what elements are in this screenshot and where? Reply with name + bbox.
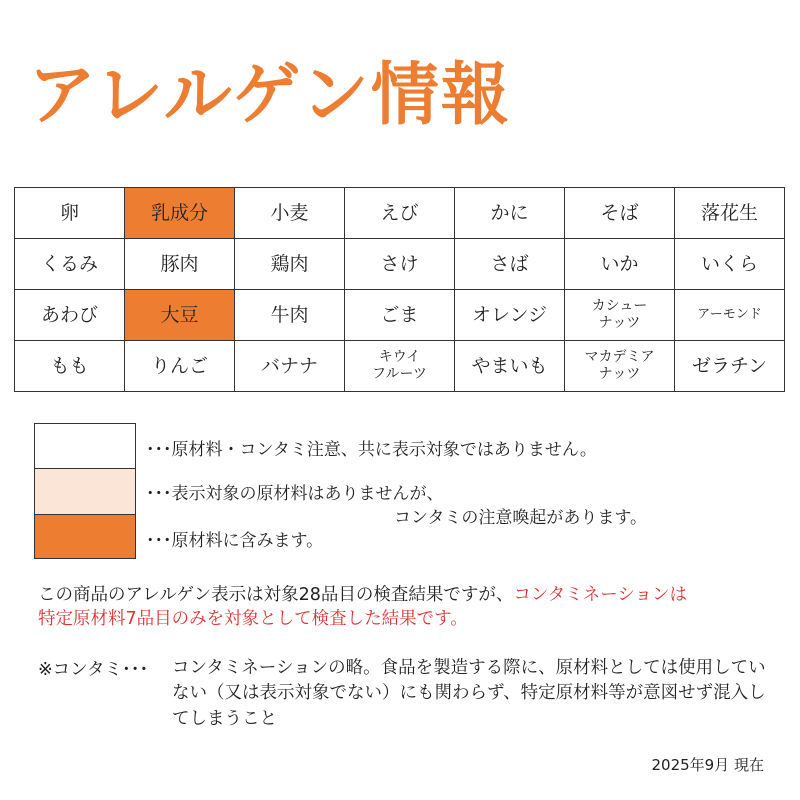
- notice-warning-text: コンタミネーションは: [513, 585, 688, 605]
- page-title: アレルゲン情報: [28, 56, 511, 135]
- allergen-cell: カシュー ナッツ: [565, 290, 675, 341]
- legend-swatch-none: [34, 423, 136, 469]
- legend-text-contamination-1: ･･･表示対象の原材料はありませんが、: [146, 484, 444, 504]
- allergen-row: [15, 239, 785, 290]
- legend-text-contamination-2: コンタミの注意喚起があります。: [394, 508, 647, 528]
- footnote-body: コンタミネーションの略。食品を製造する際に、原材料としては使用していない（又は表示対象でない）にも関わらず、特定原材料等が意図せず混入してしまうこと: [172, 658, 766, 729]
- allergen-cell: 牛肉: [235, 290, 345, 341]
- allergen-row: [15, 290, 785, 341]
- allergen-cell: 鶏肉: [235, 239, 345, 290]
- allergen-cell: 豚肉: [125, 239, 235, 290]
- testing-notice: [38, 584, 687, 631]
- allergen-row: [15, 188, 785, 239]
- allergen-row: [15, 341, 785, 392]
- allergen-cell: ごま: [345, 290, 455, 341]
- allergen-cell: りんご: [125, 341, 235, 392]
- allergen-cell: かに: [455, 188, 565, 239]
- allergen-cell: オレンジ: [455, 290, 565, 341]
- allergen-cell: あわび: [15, 290, 125, 341]
- allergen-cell: えび: [345, 188, 455, 239]
- allergen-cell: もも: [15, 341, 125, 392]
- allergen-cell: アーモンド: [675, 290, 785, 341]
- footnote-label: ※コンタミ･･･: [38, 660, 149, 680]
- date-stamp: 2025年9月 現在: [651, 756, 764, 774]
- allergen-cell: 落花生: [675, 188, 785, 239]
- allergen-cell: 大豆: [125, 290, 235, 341]
- allergen-cell: バナナ: [235, 341, 345, 392]
- legend-text-none: ･･･原材料・コンタミ注意、共に表示対象ではありません。: [146, 440, 597, 460]
- allergen-table: [14, 187, 785, 392]
- allergen-cell: ゼラチン: [675, 341, 785, 392]
- allergen-cell: さば: [455, 239, 565, 290]
- allergen-cell: さけ: [345, 239, 455, 290]
- allergen-cell: やまいも: [455, 341, 565, 392]
- allergen-cell: 乳成分: [125, 188, 235, 239]
- allergen-cell: くるみ: [15, 239, 125, 290]
- allergen-cell: そば: [565, 188, 675, 239]
- allergen-cell: いくら: [675, 239, 785, 290]
- legend-text-contains: ･･･原材料に含みます。: [146, 531, 324, 551]
- legend-swatch-contains: [34, 514, 136, 559]
- allergen-cell: 小麦: [235, 188, 345, 239]
- legend-swatch-contamination: [34, 468, 136, 515]
- notice-text: この商品のアレルゲン表示は対象28品目の検査結果ですが、: [38, 585, 514, 605]
- allergen-cell: いか: [565, 239, 675, 290]
- allergen-cell: マカデミア ナッツ: [565, 341, 675, 392]
- allergen-cell: キウイ フルーツ: [345, 341, 455, 392]
- notice-warning-text-2: 特定原材料7品目のみを対象として検査した結果です。: [38, 608, 468, 629]
- allergen-cell: 卵: [15, 188, 125, 239]
